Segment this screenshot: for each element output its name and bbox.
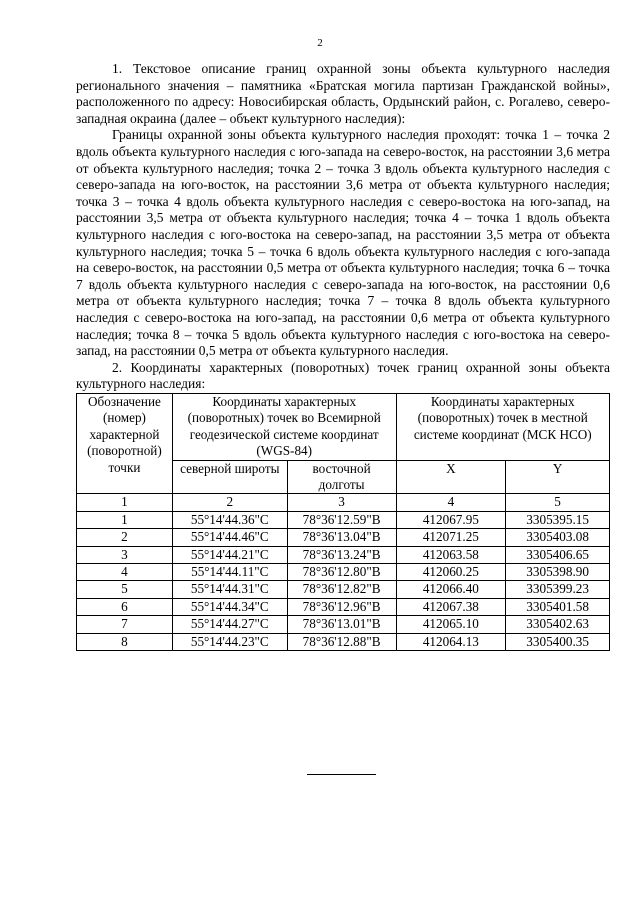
header-local-group: Координаты характерных (поворотных) точек в местной системе координат (МСК НСО) bbox=[396, 393, 609, 460]
cell-y: 3305398.90 bbox=[506, 563, 610, 580]
coordinates-table bbox=[76, 393, 610, 651]
table-header-row bbox=[77, 393, 610, 460]
column-number: 1 bbox=[77, 494, 173, 511]
cell-point: 1 bbox=[77, 511, 173, 528]
paragraph-intro: 1. Текстовое описание границ охранной зоны объекта культурного наследия регионального значения – памятника «Братская могила партизан Гражданской войны», расположенного по адресу: Новосибирская область, Ордынский район, с. Рогалево, северо-западная окраина (далее – объект культурного наследия): bbox=[76, 61, 610, 126]
column-number: 2 bbox=[172, 494, 287, 511]
cell-point: 2 bbox=[77, 529, 173, 546]
cell-point: 4 bbox=[77, 563, 173, 580]
cell-x: 412065.10 bbox=[396, 616, 506, 633]
cell-x: 412071.25 bbox=[396, 529, 506, 546]
cell-point: 8 bbox=[77, 633, 173, 650]
cell-point: 5 bbox=[77, 581, 173, 598]
header-wgs84-group: Координаты характерных (поворотных) точек во Всемирной геодезической системе координат (WGS-84) bbox=[172, 393, 396, 460]
column-number: 4 bbox=[396, 494, 506, 511]
cell-longitude: 78°36'12.96"В bbox=[287, 598, 396, 615]
cell-x: 412067.38 bbox=[396, 598, 506, 615]
cell-latitude: 55°14'44.27"С bbox=[172, 616, 287, 633]
cell-x: 412064.13 bbox=[396, 633, 506, 650]
end-of-document-divider bbox=[307, 774, 376, 775]
cell-x: 412063.58 bbox=[396, 546, 506, 563]
cell-latitude: 55°14'44.31"С bbox=[172, 581, 287, 598]
cell-y: 3305403.08 bbox=[506, 529, 610, 546]
column-number: 5 bbox=[506, 494, 610, 511]
column-number: 3 bbox=[287, 494, 396, 511]
cell-longitude: 78°36'13.04"В bbox=[287, 529, 396, 546]
cell-latitude: 55°14'44.34"С bbox=[172, 598, 287, 615]
cell-latitude: 55°14'44.21"С bbox=[172, 546, 287, 563]
cell-latitude: 55°14'44.11"С bbox=[172, 563, 287, 580]
document-body bbox=[76, 61, 610, 651]
cell-x: 412067.95 bbox=[396, 511, 506, 528]
cell-latitude: 55°14'44.46"С bbox=[172, 529, 287, 546]
cell-x: 412060.25 bbox=[396, 563, 506, 580]
cell-y: 3305406.65 bbox=[506, 546, 610, 563]
cell-point: 6 bbox=[77, 598, 173, 615]
cell-longitude: 78°36'13.24"В bbox=[287, 546, 396, 563]
cell-y: 3305400.35 bbox=[506, 633, 610, 650]
header-north-latitude: северной широты bbox=[172, 460, 287, 494]
cell-longitude: 78°36'12.88"В bbox=[287, 633, 396, 650]
header-point-designation: Обозначение (номер) характерной (поворотной) точки bbox=[77, 393, 173, 493]
cell-latitude: 55°14'44.23"С bbox=[172, 633, 287, 650]
header-x: X bbox=[396, 460, 506, 494]
header-east-longitude: восточной долготы bbox=[287, 460, 396, 494]
cell-y: 3305399.23 bbox=[506, 581, 610, 598]
paragraph-boundaries: Границы охранной зоны объекта культурного наследия проходят: точка 1 – точка 2 вдоль объекта культурного наследия с юго-запада на северо-восток, на расстоянии 3,6 метра от объекта культурного наследия; точка 2 – точка 3 вдоль объекта культурного наследия с северо-запада на юго-восток, на расстоянии 3,6 метра от объекта культурного наследия; точка 3 – точка 4 вдоль объекта культурного наследия с северо-востока на юго-запад, на расстоянии 3,5 метра от объекта культурного наследия; точка 4 – точка 1 вдоль объекта культурного наследия с юго-востока на северо-запад, на расстоянии 3,5 метра от объекта культурного наследия; точка 5 – точка 6 вдоль объекта культурного наследия с юго-запада на северо-восток, на расстоянии 0,5 метра от объекта культурного наследия; точка 6 – точка 7 вдоль объекта культурного наследия с северо-запада на юго-восток, на расстоянии 0,6 метра от объекта культурного наследия; точка 7 – точка 8 вдоль объекта культурного наследия с северо-востока на юго-запад, на расстоянии 0,6 метра от объекта культурного наследия; точка 8 – точка 5 вдоль объекта культурного наследия с юго-востока на северо-запад, на расстоянии 0,5 метра от объекта культурного наследия. bbox=[76, 127, 610, 359]
table-row bbox=[77, 511, 610, 528]
page-number: 2 bbox=[317, 37, 323, 49]
cell-point: 3 bbox=[77, 546, 173, 563]
header-y: Y bbox=[506, 460, 610, 494]
table-row bbox=[77, 616, 610, 633]
cell-y: 3305402.63 bbox=[506, 616, 610, 633]
cell-y: 3305401.58 bbox=[506, 598, 610, 615]
table-row bbox=[77, 529, 610, 546]
cell-longitude: 78°36'13.01"В bbox=[287, 616, 396, 633]
cell-longitude: 78°36'12.59"В bbox=[287, 511, 396, 528]
table-column-numbers-row bbox=[77, 494, 610, 511]
table-row bbox=[77, 581, 610, 598]
table-row bbox=[77, 563, 610, 580]
cell-longitude: 78°36'12.80"В bbox=[287, 563, 396, 580]
cell-point: 7 bbox=[77, 616, 173, 633]
cell-latitude: 55°14'44.36"С bbox=[172, 511, 287, 528]
table-row bbox=[77, 598, 610, 615]
cell-longitude: 78°36'12.82"В bbox=[287, 581, 396, 598]
table-row bbox=[77, 546, 610, 563]
table-row bbox=[77, 633, 610, 650]
paragraph-coordinates-heading: 2. Координаты характерных (поворотных) точек границ охранной зоны объекта культурного наследия: bbox=[76, 359, 610, 392]
cell-y: 3305395.15 bbox=[506, 511, 610, 528]
cell-x: 412066.40 bbox=[396, 581, 506, 598]
